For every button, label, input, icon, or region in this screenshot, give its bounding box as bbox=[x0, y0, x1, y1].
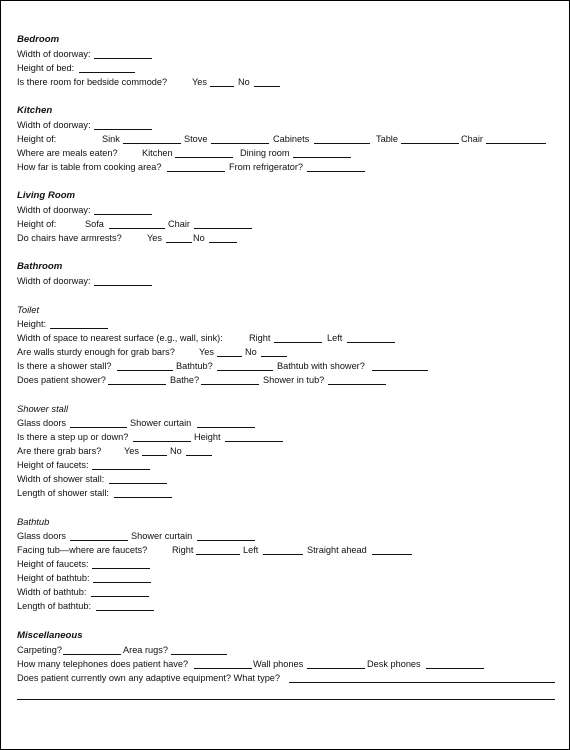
shower-length-label: Length of shower stall: bbox=[17, 488, 109, 498]
wall-phones-field[interactable] bbox=[307, 668, 365, 669]
table-distance-field[interactable] bbox=[167, 171, 225, 172]
shower-faucets-field[interactable] bbox=[92, 469, 150, 470]
bed-height-label: Height of bed: bbox=[17, 63, 75, 73]
patient-shower-label: Does patient shower? bbox=[17, 375, 106, 385]
bathroom-heading: Bathroom bbox=[17, 261, 63, 272]
commode-label: Is there room for bedside commode? bbox=[17, 77, 168, 87]
grab-no-field[interactable] bbox=[186, 455, 212, 456]
commode-yes-label: Yes bbox=[192, 77, 207, 87]
step-label: Is there a step up or down? bbox=[17, 432, 129, 442]
patient-shower-field[interactable] bbox=[108, 384, 166, 385]
cabinets-height-field[interactable] bbox=[314, 143, 370, 144]
living-chair-height-field[interactable] bbox=[194, 228, 252, 229]
bathroom-width-label: Width of doorway: bbox=[17, 276, 91, 286]
equipment-label: Does patient currently own any adaptive equipment? What type? bbox=[17, 673, 281, 683]
toilet-height-field[interactable] bbox=[50, 328, 108, 329]
meals-kitchen-field[interactable] bbox=[175, 157, 233, 158]
carpeting-label: Carpeting? bbox=[17, 645, 62, 655]
shower-curtain-label: Shower curtain bbox=[130, 418, 192, 428]
tub-height-field[interactable] bbox=[93, 582, 151, 583]
stall-label: Is there a shower stall? bbox=[17, 361, 112, 371]
stall-field[interactable] bbox=[117, 370, 173, 371]
commode-no-field[interactable] bbox=[254, 86, 280, 87]
tub-width-label: Width of bathtub: bbox=[17, 587, 87, 597]
rugs-label: Area rugs? bbox=[123, 645, 168, 655]
walls-no-field[interactable] bbox=[261, 356, 287, 357]
tub-faucets-field[interactable] bbox=[92, 568, 150, 569]
tub-glass-field[interactable] bbox=[70, 540, 128, 541]
toilet-left-label: Left bbox=[327, 333, 343, 343]
toilet-right-label: Right bbox=[249, 333, 271, 343]
step-height-label: Height bbox=[194, 432, 221, 442]
equipment-field[interactable] bbox=[289, 682, 555, 683]
toilet-space-label: Width of space to nearest surface (e.g., wall, sink): bbox=[17, 333, 223, 343]
chair-height-field[interactable] bbox=[486, 143, 546, 144]
living-height-label: Height of: bbox=[17, 219, 57, 229]
carpeting-field[interactable] bbox=[63, 654, 121, 655]
shower-width-label: Width of shower stall: bbox=[17, 474, 105, 484]
toilet-right-field[interactable] bbox=[274, 342, 322, 343]
bed-height-field[interactable] bbox=[79, 72, 135, 73]
shower-width-field[interactable] bbox=[109, 483, 167, 484]
bedroom-width-label: Width of doorway: bbox=[17, 49, 91, 59]
bathroom-width-field[interactable] bbox=[94, 285, 152, 286]
desk-phones-label: Desk phones bbox=[367, 659, 421, 669]
chair-label: Chair bbox=[461, 134, 483, 144]
commode-yes-field[interactable] bbox=[210, 86, 234, 87]
commode-no-label: No bbox=[238, 77, 250, 87]
sink-label: Sink bbox=[102, 134, 120, 144]
toilet-height-label: Height: bbox=[17, 319, 47, 329]
faucet-right-label: Right bbox=[172, 545, 194, 555]
cabinets-label: Cabinets bbox=[273, 134, 310, 144]
shower-length-field[interactable] bbox=[114, 497, 172, 498]
table-distance-label: How far is table from cooking area? bbox=[17, 162, 162, 172]
rugs-field[interactable] bbox=[171, 654, 227, 655]
tub-shower-label: Bathtub with shower? bbox=[277, 361, 365, 371]
misc-heading: Miscellaneous bbox=[17, 630, 83, 641]
sink-height-field[interactable] bbox=[123, 143, 181, 144]
bedroom-heading: Bedroom bbox=[17, 34, 60, 45]
desk-phones-field[interactable] bbox=[426, 668, 484, 669]
tub-glass-label: Glass doors bbox=[17, 531, 67, 541]
shower-in-tub-field[interactable] bbox=[328, 384, 386, 385]
meals-dining-label: Dining room bbox=[240, 148, 290, 158]
bathtub-heading: Bathtub bbox=[17, 516, 50, 527]
walls-no-label: No bbox=[245, 347, 257, 357]
bedroom-width-field[interactable] bbox=[94, 58, 152, 59]
table-height-field[interactable] bbox=[401, 143, 459, 144]
armrests-no-field[interactable] bbox=[209, 242, 237, 243]
bathtub-q-label: Bathtub? bbox=[176, 361, 213, 371]
step-field[interactable] bbox=[133, 441, 191, 442]
stove-height-field[interactable] bbox=[211, 143, 269, 144]
shower-stall-heading: Shower stall bbox=[17, 403, 69, 414]
grab-yes-label: Yes bbox=[124, 446, 139, 456]
stove-label: Stove bbox=[184, 134, 208, 144]
faucet-right-field[interactable] bbox=[196, 554, 240, 555]
walls-yes-label: Yes bbox=[199, 347, 214, 357]
step-height-field[interactable] bbox=[225, 441, 283, 442]
walls-label: Are walls sturdy enough for grab bars? bbox=[17, 347, 175, 357]
shower-in-tub-label: Shower in tub? bbox=[263, 375, 325, 385]
tub-shower-field[interactable] bbox=[372, 370, 428, 371]
sofa-label: Sofa bbox=[85, 219, 104, 229]
shower-faucets-label: Height of faucets: bbox=[17, 460, 89, 470]
tub-width-field[interactable] bbox=[91, 596, 149, 597]
armrests-yes-field[interactable] bbox=[166, 242, 192, 243]
faucet-left-field[interactable] bbox=[263, 554, 303, 555]
tub-length-field[interactable] bbox=[96, 610, 154, 611]
phones-count-field[interactable] bbox=[194, 668, 252, 669]
kitchen-heading: Kitchen bbox=[17, 105, 53, 116]
faucet-left-label: Left bbox=[243, 545, 259, 555]
shower-glass-field[interactable] bbox=[70, 427, 127, 428]
tub-curtain-field[interactable] bbox=[197, 540, 255, 541]
living-width-field[interactable] bbox=[94, 214, 152, 215]
grab-no-label: No bbox=[170, 446, 182, 456]
shower-glass-label: Glass doors bbox=[17, 418, 67, 428]
bathtub-q-field[interactable] bbox=[217, 370, 273, 371]
living-room-heading: Living Room bbox=[17, 190, 76, 201]
fridge-distance-label: From refrigerator? bbox=[229, 162, 304, 172]
living-width-label: Width of doorway: bbox=[17, 205, 91, 215]
bathe-label: Bathe? bbox=[170, 375, 200, 385]
walls-yes-field[interactable] bbox=[217, 356, 242, 357]
tub-height-label: Height of bathtub: bbox=[17, 573, 90, 583]
faucet-straight-label: Straight ahead bbox=[307, 545, 367, 555]
faucet-straight-field[interactable] bbox=[372, 554, 412, 555]
tub-faucets-label: Height of faucets: bbox=[17, 559, 89, 569]
armrests-label: Do chairs have armrests? bbox=[17, 233, 122, 243]
armrests-yes-label: Yes bbox=[147, 233, 162, 243]
living-chair-label: Chair bbox=[168, 219, 190, 229]
armrests-no-label: No bbox=[193, 233, 205, 243]
faucet-position-label: Facing tub—where are faucets? bbox=[17, 545, 148, 555]
grab-bars-label: Are there grab bars? bbox=[17, 446, 102, 456]
shower-curtain-field[interactable] bbox=[197, 427, 255, 428]
grab-yes-field[interactable] bbox=[142, 455, 167, 456]
kitchen-width-label: Width of doorway: bbox=[17, 120, 91, 130]
sofa-height-field[interactable] bbox=[109, 228, 165, 229]
kitchen-width-field[interactable] bbox=[94, 129, 152, 130]
meals-dining-field[interactable] bbox=[293, 157, 351, 158]
meals-kitchen-label: Kitchen bbox=[142, 148, 173, 158]
table-label: Table bbox=[376, 134, 398, 144]
phones-label: How many telephones does patient have? bbox=[17, 659, 189, 669]
bathe-field[interactable] bbox=[201, 384, 259, 385]
tub-length-label: Length of bathtub: bbox=[17, 601, 92, 611]
meals-label: Where are meals eaten? bbox=[17, 148, 118, 158]
fridge-distance-field[interactable] bbox=[307, 171, 365, 172]
kitchen-height-label: Height of: bbox=[17, 134, 57, 144]
toilet-left-field[interactable] bbox=[347, 342, 395, 343]
tub-curtain-label: Shower curtain bbox=[131, 531, 193, 541]
toilet-heading: Toilet bbox=[17, 304, 40, 315]
equipment-continuation-line[interactable] bbox=[17, 699, 555, 700]
wall-phones-label: Wall phones bbox=[253, 659, 304, 669]
